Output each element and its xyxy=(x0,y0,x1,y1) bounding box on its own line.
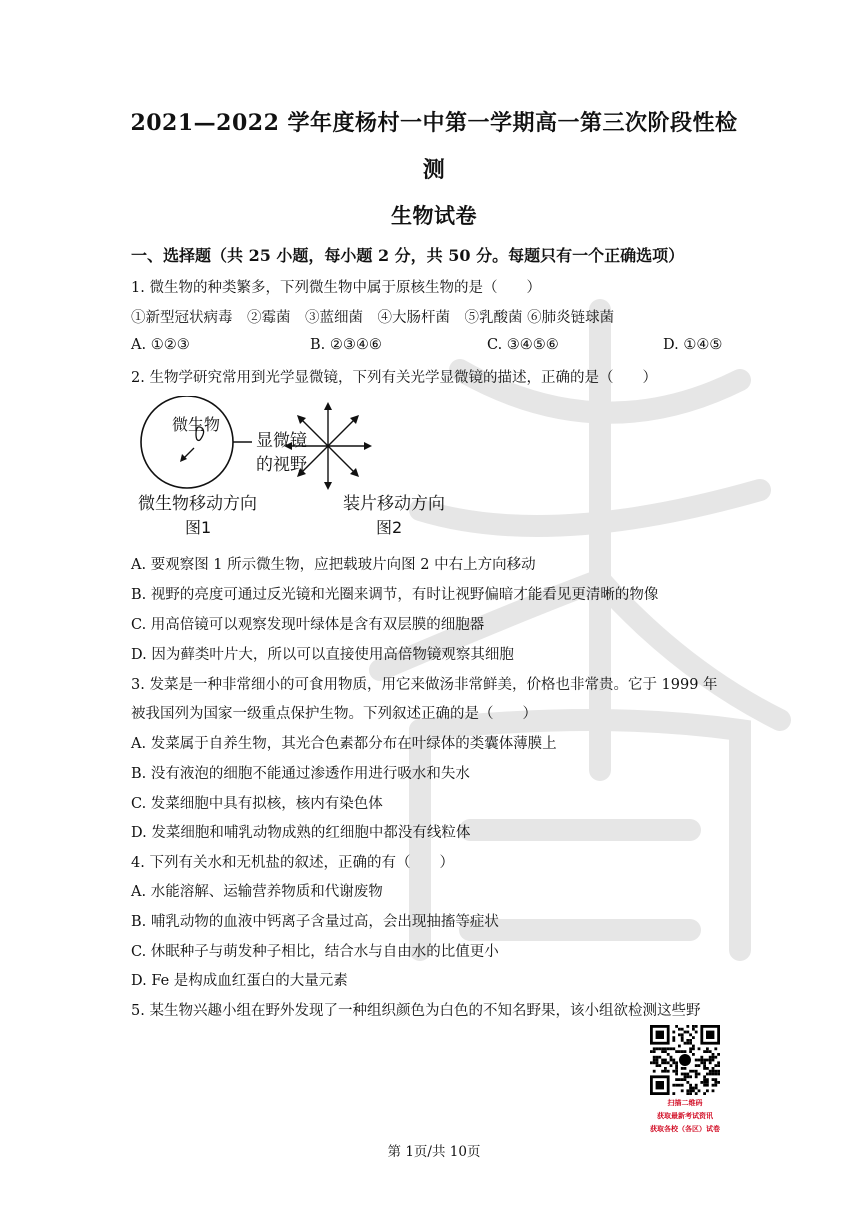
q1-items: ①新型冠状病毒 ②霉菌 ③蓝细菌 ④大肠杆菌 ⑤乳酸菌 ⑥肺炎链球菌 xyxy=(131,310,615,326)
q4-stem: 4. 下列有关水和无机盐的叙述，正确的有（ ） xyxy=(131,855,454,871)
q1-option-a: A. ①②③ xyxy=(131,337,190,353)
qr-caption-1: 扫描二维码 xyxy=(667,1099,703,1107)
q2-option-b: B. 视野的亮度可通过反光镜和光圈来调节，有时让视野偏暗才能看见更清晰的物像 xyxy=(131,587,659,603)
q2-option-a: A. 要观察图 1 所示微生物，应把载玻片向图 2 中右上方向移动 xyxy=(131,557,536,573)
fig1-view-label-2: 的视野 xyxy=(256,455,307,475)
fig1-name: 图1 xyxy=(185,518,212,537)
qr-caption-2: 获取最新考试资讯 xyxy=(657,1112,713,1120)
section-heading: 一、选择题（共 25 小题，每小题 2 分，共 50 分。每题只有一个正确选项） xyxy=(131,246,685,265)
q2-option-d: D. 因为藓类叶片大，所以可以直接使用高倍物镜观察其细胞 xyxy=(131,647,514,663)
q2-stem: 2. 生物学研究常用到光学显微镜，下列有关光学显微镜的描述，正确的是（ ） xyxy=(131,370,657,386)
fig1-caption: 微生物移动方向 xyxy=(138,494,257,514)
exam-title-line1: 2021—2022 学年度杨村一中第一学期高一第三次阶段性检 xyxy=(130,110,738,136)
q5-stem: 5. 某生物兴趣小组在野外发现了一种组织颜色为白色的不知名野果，该小组欲检测这些野 xyxy=(131,1003,701,1019)
q4-option-a: A. 水能溶解、运输营养物质和代谢废物 xyxy=(131,884,383,900)
fig1-view-label-1: 显微镜 xyxy=(256,431,307,451)
qr-caption-3: 获取各校（各区）试卷 xyxy=(650,1125,720,1133)
q4-option-c: C. 休眠种子与萌发种子相比，结合水与自由水的比值更小 xyxy=(131,944,499,960)
qr-code-icon xyxy=(650,1025,720,1095)
q3-stem-line2: 被我国列为国家一级重点保护生物。下列叙述正确的是（ ） xyxy=(131,706,537,722)
q1-stem: 1. 微生物的种类繁多，下列微生物中属于原核生物的是（ ） xyxy=(131,280,541,296)
exam-subject: 生物试卷 xyxy=(391,203,477,228)
page-number: 第 1页/共 10页 xyxy=(387,1144,481,1160)
q3-option-d: D. 发菜细胞和哺乳动物成熟的红细胞中都没有线粒体 xyxy=(131,825,471,841)
q1-option-c: C. ③④⑤⑥ xyxy=(487,337,559,353)
q1-option-b: B. ②③④⑥ xyxy=(310,337,382,353)
microscope-figure xyxy=(128,396,468,546)
q3-option-b: B. 没有液泡的细胞不能通过渗透作用进行吸水和失水 xyxy=(131,766,470,782)
q1-option-d: D. ①④⑤ xyxy=(663,337,723,353)
q2-option-c: C. 用高倍镜可以观察发现叶绿体是含有双层膜的细胞器 xyxy=(131,617,485,633)
q4-option-d: D. Fe 是构成血红蛋白的大量元素 xyxy=(131,973,348,989)
q3-option-c: C. 发菜细胞中具有拟核，核内有染色体 xyxy=(131,796,383,812)
fig2-caption: 装片移动方向 xyxy=(343,494,445,514)
field-of-view-circle xyxy=(141,396,233,488)
q3-stem-line1: 3. 发菜是一种非常细小的可食用物质，用它来做汤非常鲜美，价格也非常贵。它于 1999 年 xyxy=(131,677,718,693)
q4-option-b: B. 哺乳动物的血液中钙离子含量过高，会出现抽搐等症状 xyxy=(131,914,499,930)
exam-title-line2: 测 xyxy=(422,157,446,183)
fig2-name: 图2 xyxy=(376,518,403,537)
q3-option-a: A. 发菜属于自养生物，其光合色素都分布在叶绿体的类囊体薄膜上 xyxy=(131,736,557,752)
fig1-circle-label: 微生物 xyxy=(172,415,221,434)
